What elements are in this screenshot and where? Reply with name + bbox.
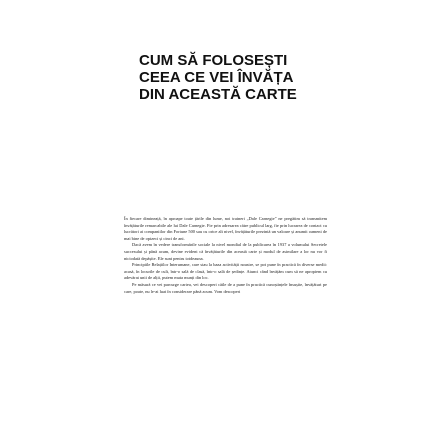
paragraph-1: În fiecare dimineață, în aproape toate țările din lume, noi traineri „Dale Carnegie” ne pregătim să transmitem învățăturile remarcabile ale lui Dale Carnegie. Fie prin adresarea către publicul larg, fie prin lucrarea de contact cu lucrători ai companiilor din Fortune 500 sau cu orice alt nivel, învățăturile prezintă un valoare și anumit oameni de mai bine de optzeci și cinci de ani. <box>124 216 327 241</box>
chapter-title-line-2: CEEA CE VEI ÎNVĂȚA <box>139 69 294 86</box>
paragraph-2: Dacă avem în vedere transformările sociale la nivel mondial de la publicarea în 1937 a volumului Secretele succesului și până acum, devine evident că învățăturile din această carte și modul de asimilare a lor nu vor fi niciodată depășite. Ele sunt pentru totdeauna. <box>124 242 327 261</box>
body-text <box>124 216 327 295</box>
chapter-title-line-1: CUM SĂ FOLOSEȘTI <box>139 52 288 69</box>
paragraph-3: Principiile Relațiilor Interumane, care stau la baza activității noastre, se pot pune în practică în diverse medii: acasă, în locurile de cult, într-o sală de clasă, într-o sală de ședințe. Atunci când învățăm cum să ne apropiem cu adevărat unii de alții, putem muta munți din loc. <box>124 262 327 281</box>
paragraph-4: Pe măsură ce vei parcurge cartea, vei descoperi căile de a pune în practică cunoștințele însușite, învățături pe care, poate, nu le-ai luat în considerare până acum. Vom descoperi <box>124 281 327 294</box>
chapter-title <box>139 52 319 103</box>
chapter-title-line-3: DIN ACEASTĂ CARTE <box>139 86 297 103</box>
